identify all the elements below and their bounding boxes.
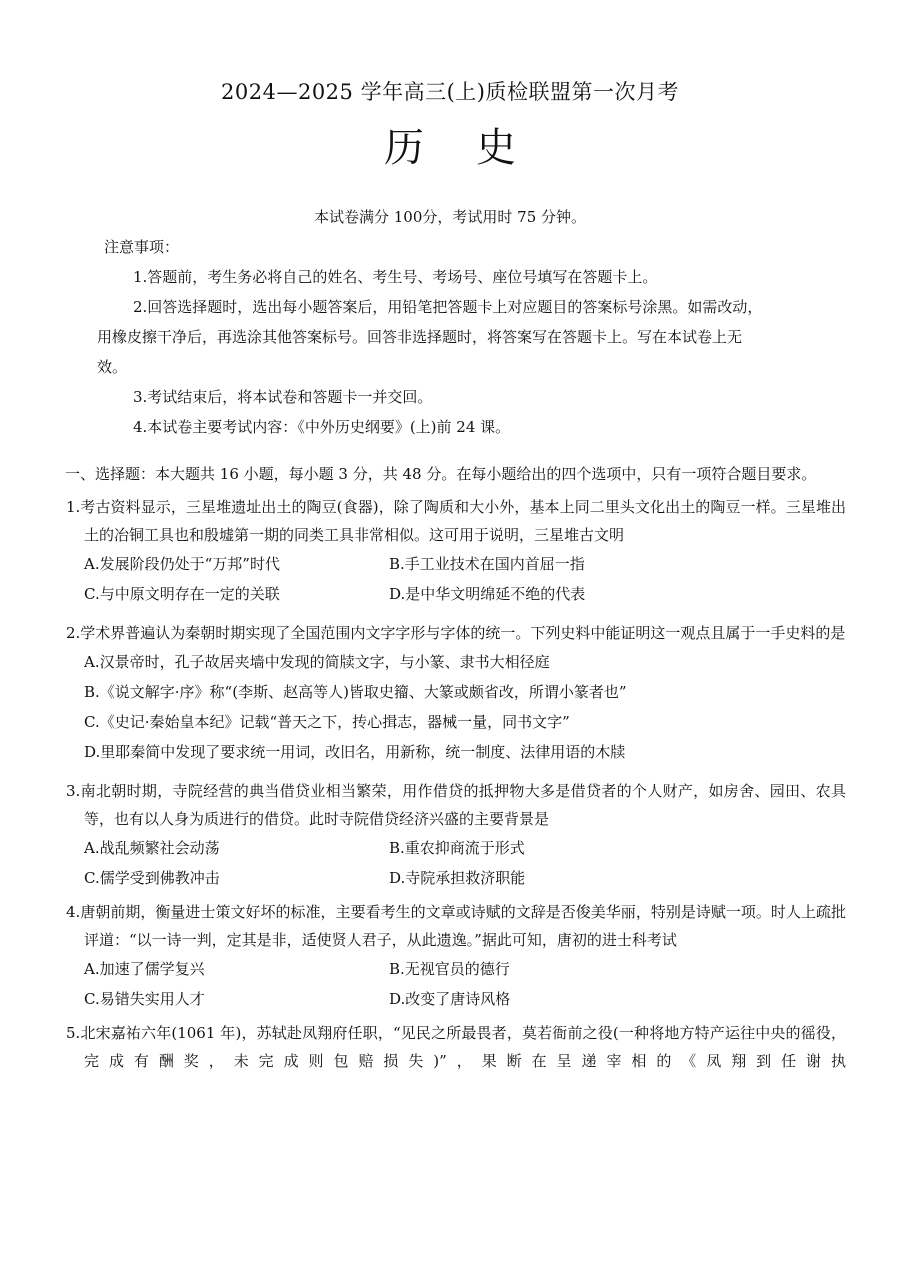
option-a: A.发展阶段仍处于“万邦”时代 <box>84 555 280 573</box>
option-a: A.加速了儒学复兴 <box>84 960 205 978</box>
question-stem: 2.学术界普遍认为秦朝时期实现了全国范围内文字字形与字体的统一。下列史料中能证明这一观点且属于一手史料的是 <box>66 624 846 642</box>
option-c: C.易错失实用人才 <box>84 990 205 1008</box>
option-c: C.与中原文明存在一定的关联 <box>84 585 280 603</box>
note-item: 3.考试结束后，将本试卷和答题卡一并交回。 <box>133 388 433 406</box>
question-stem: 1.考古资料显示，三星堆遗址出土的陶豆(食器)，除了陶质和大小外，基本上同二里头文化出土的陶豆一样。三星堆出土的冶铜工具也和殷墟第一期的同类工具非常相似。这可用于说明，三星堆古文明 <box>66 498 846 544</box>
question-stem: 3.南北朝时期，寺院经营的典当借贷业相当繁荣，用作借贷的抵押物大多是借贷者的个人财产，如房舍、园田、农具等，也有以人身为质进行的借贷。此时寺院借贷经济兴盛的主要背景是 <box>66 782 846 828</box>
question-5 <box>66 1019 846 1075</box>
question-3 <box>66 777 846 893</box>
option-d: D.是中华文明绵延不绝的代表 <box>389 585 586 603</box>
note-item-continued: 用橡皮擦干净后，再选涂其他答案标号。回答非选择题时，将答案写在答题卡上。写在本试卷上无 <box>97 328 743 346</box>
subject-title: 历史 <box>384 125 568 171</box>
option-a: A.汉景帝时，孔子故居夹墙中发现的简牍文字，与小篆、隶书大相径庭 <box>84 653 550 671</box>
option-c: C.儒学受到佛教冲击 <box>84 869 220 887</box>
option-d: D.改变了唐诗风格 <box>389 990 511 1008</box>
option-b: B.《说文解字·序》称“(李斯、赵高等人)皆取史籀、大篆或颇省改，所谓小篆者也” <box>84 683 627 701</box>
note-item-continued: 效。 <box>97 358 128 376</box>
option-d: D.寺院承担救济职能 <box>389 869 526 887</box>
question-4 <box>66 898 846 1014</box>
section-heading: 一、选择题：本大题共 16 小题，每小题 3 分，共 48 分。在每小题给出的四个选项中，只有一项符合题目要求。 <box>65 465 817 483</box>
notes-block <box>97 232 804 442</box>
option-b: B.重农抑商流于形式 <box>389 839 525 857</box>
option-c: C.《史记·秦始皇本纪》记载“普天之下，抟心揖志，器械一量，同书文字” <box>84 713 570 731</box>
questions-block <box>66 460 846 1075</box>
question-1 <box>66 493 846 609</box>
question-stem: 4.唐朝前期，衡量进士策文好坏的标准，主要看考生的文章或诗赋的文辞是否俊美华丽，特别是诗赋一项。时人上疏批评道：“以一诗一判，定其是非，适使贤人君子，从此遗逸。”据此可知，唐初的进士科考试 <box>66 903 846 949</box>
question-2 <box>66 619 846 767</box>
question-options <box>66 833 846 893</box>
question-options <box>66 647 846 767</box>
question-options <box>66 549 846 609</box>
option-b: B.无视官员的德行 <box>389 960 510 978</box>
option-d: D.里耶秦简中发现了要求统一用词，改旧名，用新称，统一制度、法律用语的木牍 <box>84 743 626 761</box>
option-b: B.手工业技术在国内首屈一指 <box>389 555 585 573</box>
note-item: 2.回答选择题时，选出每小题答案后，用铅笔把答题卡上对应题目的答案标号涂黑。如需改动， <box>133 298 763 316</box>
exam-title: 2024—2025 学年高三(上)质检联盟第一次月考 <box>221 80 679 104</box>
note-item: 1.答题前，考生务必将自己的姓名、考生号、考场号、座位号填写在答题卡上。 <box>133 268 658 286</box>
notes-heading: 注意事项： <box>104 238 180 256</box>
note-item: 4.本试卷主要考试内容：《中外历史纲要》(上)前 24 课。 <box>133 418 511 436</box>
question-stem: 5.北宋嘉祐六年(1061 年)，苏轼赴凤翔府任职，“见民之所最畏者，莫若衙前之役(一种将地方特产运往中央的徭役，完成有酬奖，未完成则包赔损失)”，果断在呈递宰相的《凤翔到任谢执 <box>66 1024 846 1070</box>
question-options <box>66 954 846 1014</box>
score-time-line: 本试卷满分 100分，考试用时 75 分钟。 <box>313 208 587 226</box>
option-a: A.战乱频繁社会动荡 <box>84 839 220 857</box>
